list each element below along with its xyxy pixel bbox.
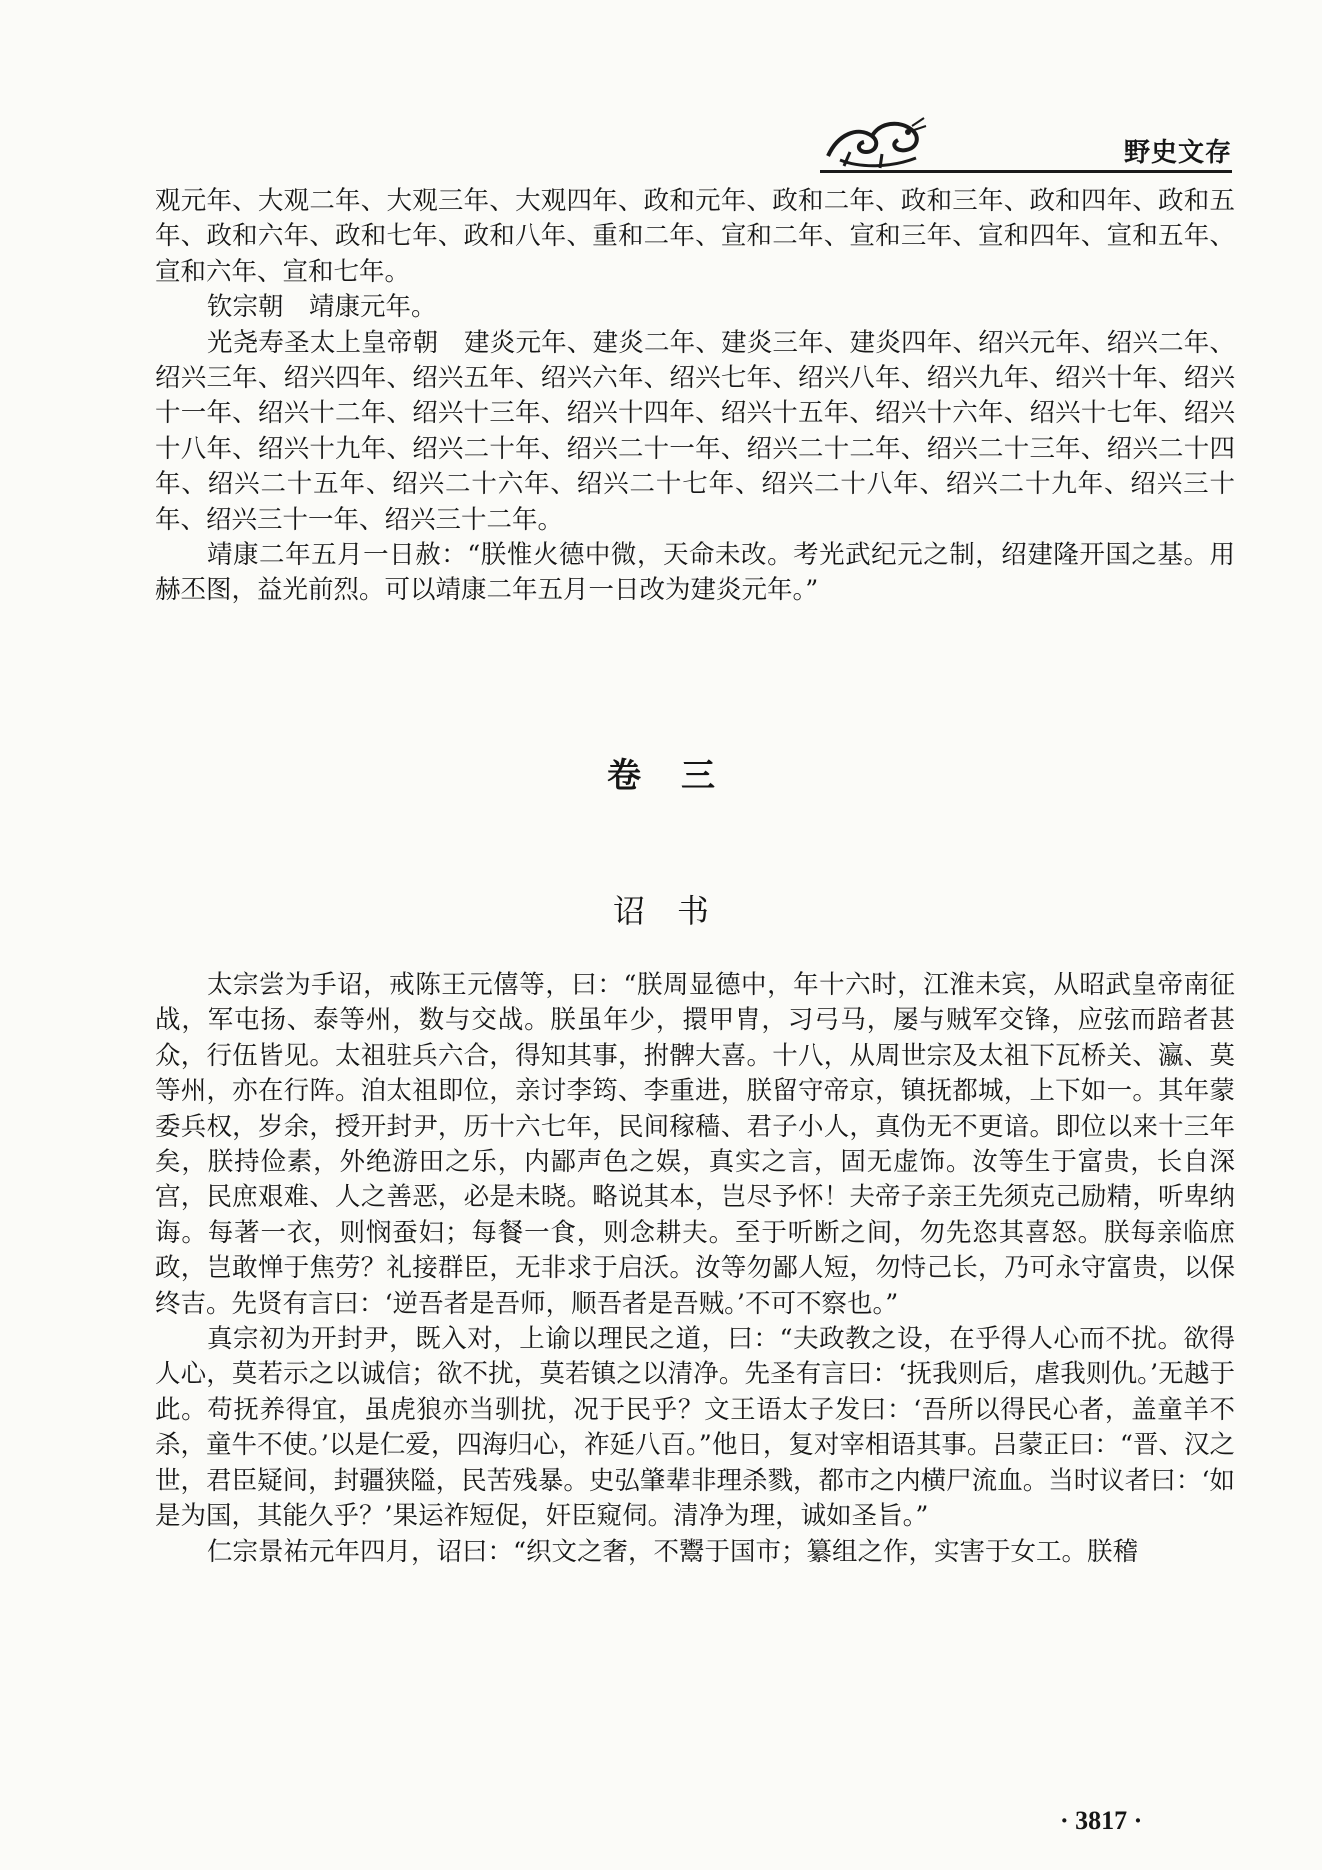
header-rule (820, 170, 1232, 173)
paragraph: 靖康二年五月一日赦：“朕惟火德中微，天命未改。考光武纪元之制，绍建隆开国之基。用赫丕图，益光前烈。可以靖康二年五月一日改为建炎元年。” (155, 540, 1235, 606)
paragraph: 钦宗朝 靖康元年。 (207, 292, 437, 323)
dragon-emblem-icon (820, 112, 930, 172)
page-number: · 3817 · (1060, 1806, 1143, 1835)
section-title: 诏书 (612, 892, 741, 930)
reign-era-list (155, 184, 1235, 609)
paragraph: 观元年、大观二年、大观三年、大观四年、政和元年、政和二年、政和三年、政和四年、政和五年、政和六年、政和七年、政和八年、重和二年、宣和二年、宣和三年、宣和四年、宣和五年、宣和六年、宣和七年。 (155, 186, 1235, 287)
edict-text (155, 968, 1235, 1570)
paragraph: 真宗初为开封尹，既入对，上谕以理民之道，曰：“夫政教之设，在乎得人心而不扰。欲得人心，莫若示之以诚信；欲不扰，莫若镇之以清净。先圣有言曰：‘抚我则后，虐我则仇。’无越于此。苟抚养得宜，虽虎狼亦当驯扰，况于民乎？文王语太子发曰：‘吾所以得民心者，盖童羊不杀，童牛不使。’以是仁爱，四海归心，祚延八百。”他日，复对宰相语其事。吕蒙正曰：“晋、汉之世，君臣疑间，封疆狭隘，民苦残暴。史弘肇辈非理杀戮，都市之内横尸流血。当时议者曰：‘如是为国，其能久乎？’果运祚短促，奸臣窥伺。清净为理，诚如圣旨。” (155, 1324, 1235, 1532)
paragraph: 仁宗景祐元年四月，诏曰：“织文之奢，不鬻于国市；纂组之作，实害于女工。朕稽 (207, 1536, 1139, 1567)
paragraph: 光尧寿圣太上皇帝朝 建炎元年、建炎二年、建炎三年、建炎四年、绍兴元年、绍兴二年、绍兴三年、绍兴四年、绍兴五年、绍兴六年、绍兴七年、绍兴八年、绍兴九年、绍兴十年、绍兴十一年、绍兴十二年、绍兴十三年、绍兴十四年、绍兴十五年、绍兴十六年、绍兴十七年、绍兴十八年、绍兴十九年、绍兴二十年、绍兴二十一年、绍兴二十二年、绍兴二十三年、绍兴二十四年、绍兴二十五年、绍兴二十六年、绍兴二十七年、绍兴二十八年、绍兴二十九年、绍兴三十年、绍兴三十一年、绍兴三十二年。 (155, 327, 1235, 535)
series-title: 野史文存 (1123, 138, 1232, 168)
paragraph: 太宗尝为手诏，戒陈王元僖等，曰：“朕周显德中，年十六时，江淮未宾，从昭武皇帝南征战，军屯扬、泰等州，数与交战。朕虽年少，擐甲胄，习弓马，屡与贼军交锋，应弦而踣者甚众，行伍皆见。太祖驻兵六合，得知其事，拊髀大喜。十八，从周世宗及太祖下瓦桥关、瀛、莫等州，亦在行阵。洎太祖即位，亲讨李筠、李重进，朕留守帝京，镇抚都城，上下如一。其年蒙委兵权，岁余，授开封尹，历十六七年，民间稼穑、君子小人，真伪无不更谙。即位以来十三年矣，朕持俭素，外绝游田之乐，内鄙声色之娱，真实之言，固无虚饰。汝等生于富贵，长自深宫，民庶艰难、人之善恶，必是未晓。略说其本，岂尽予怀！夫帝子亲王先须克己励精，听卑纳诲。每著一衣，则悯蚕妇；每餐一食，则念耕夫。至于听断之间，勿先恣其喜怒。朕每亲临庶政，岂敢惮于焦劳？礼接群臣，无非求于启沃。汝等勿鄙人短，勿恃己长，乃可永守富贵，以保终吉。先贤有言曰：‘逆吾者是吾师，顺吾者是吾贼。’不可不察也。” (155, 970, 1235, 1319)
volume-title: 卷三 (607, 756, 755, 796)
page-header (820, 112, 1240, 176)
